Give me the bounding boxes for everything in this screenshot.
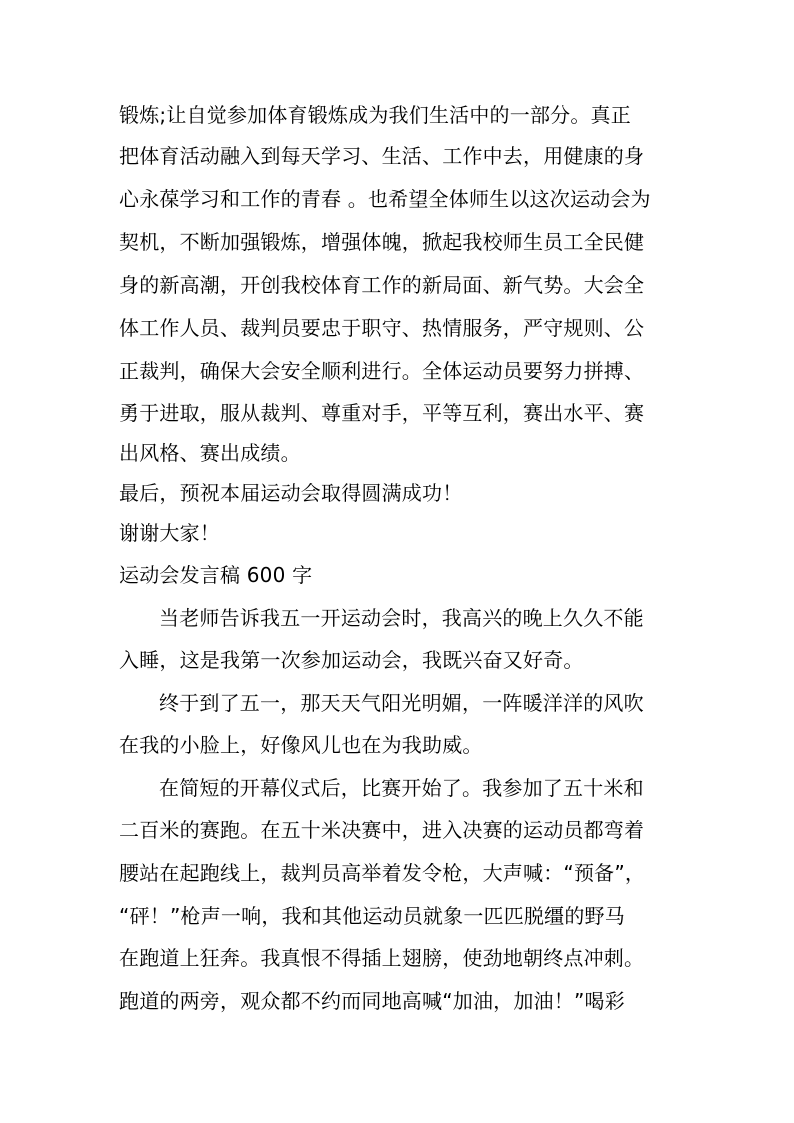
text-line: 契机，不断加强锻炼，增强体魄，掀起我校师生员工全民健	[119, 230, 645, 254]
text-line: 心永葆学习和工作的青春 。也希望全体师生以这次运动会为	[119, 187, 651, 211]
text-line: 正裁判，确保大会安全顺利进行。全体运动员要努力拼搏、	[119, 359, 645, 383]
text-line: 谢谢大家！	[119, 521, 220, 545]
text-line: 二百米的赛跑。在五十米决赛中，进入决赛的运动员都弯着	[119, 818, 645, 842]
paragraph-first-line: 终于到了五一，那天天气阳光明媚，一阵暖洋洋的风吹	[159, 691, 644, 715]
text-line: 出风格、赛出成绩。	[119, 441, 301, 465]
text-line: 腰站在起跑线上，裁判员高举着发令枪，大声喊：“预备”，	[119, 861, 646, 885]
text-line: 在我的小脸上，好像风儿也在为我助威。	[119, 733, 483, 757]
text-line: 最后，预祝本届运动会取得圆满成功！	[119, 481, 463, 505]
paragraph-first-line: 在简短的开幕仪式后，比赛开始了。我参加了五十米和	[159, 776, 644, 800]
text-line: “砰！”枪声一响，我和其他运动员就象一匹匹脱缰的野马	[119, 904, 625, 928]
text-line: 勇于进取，服从裁判、尊重对手，平等互利，赛出水平、赛	[119, 401, 645, 425]
paragraph-first-line: 当老师告诉我五一开运动会时，我高兴的晚上久久不能	[159, 606, 644, 630]
text-line: 把体育活动融入到每天学习、生活、工作中去，用健康的身	[119, 144, 645, 168]
text-line: 锻炼;让自觉参加体育锻炼成为我们生活中的一部分。真正	[119, 103, 631, 127]
text-line: 入睡，这是我第一次参加运动会，我既兴奋又好奇。	[119, 648, 584, 672]
text-line: 体工作人员、裁判员要忠于职守、热情服务，严守规则、公	[119, 316, 645, 340]
text-line: 跑道的两旁，观众都不约而同地高喊“加油，加油！”喝彩	[119, 989, 625, 1013]
text-line: 在跑道上狂奔。我真恨不得插上翅膀，使劲地朝终点冲刺。	[119, 946, 645, 970]
text-line: 身的新高潮，开创我校体育工作的新局面、新气势。大会全	[119, 273, 645, 297]
section-heading: 运动会发言稿 600 字	[119, 563, 313, 587]
